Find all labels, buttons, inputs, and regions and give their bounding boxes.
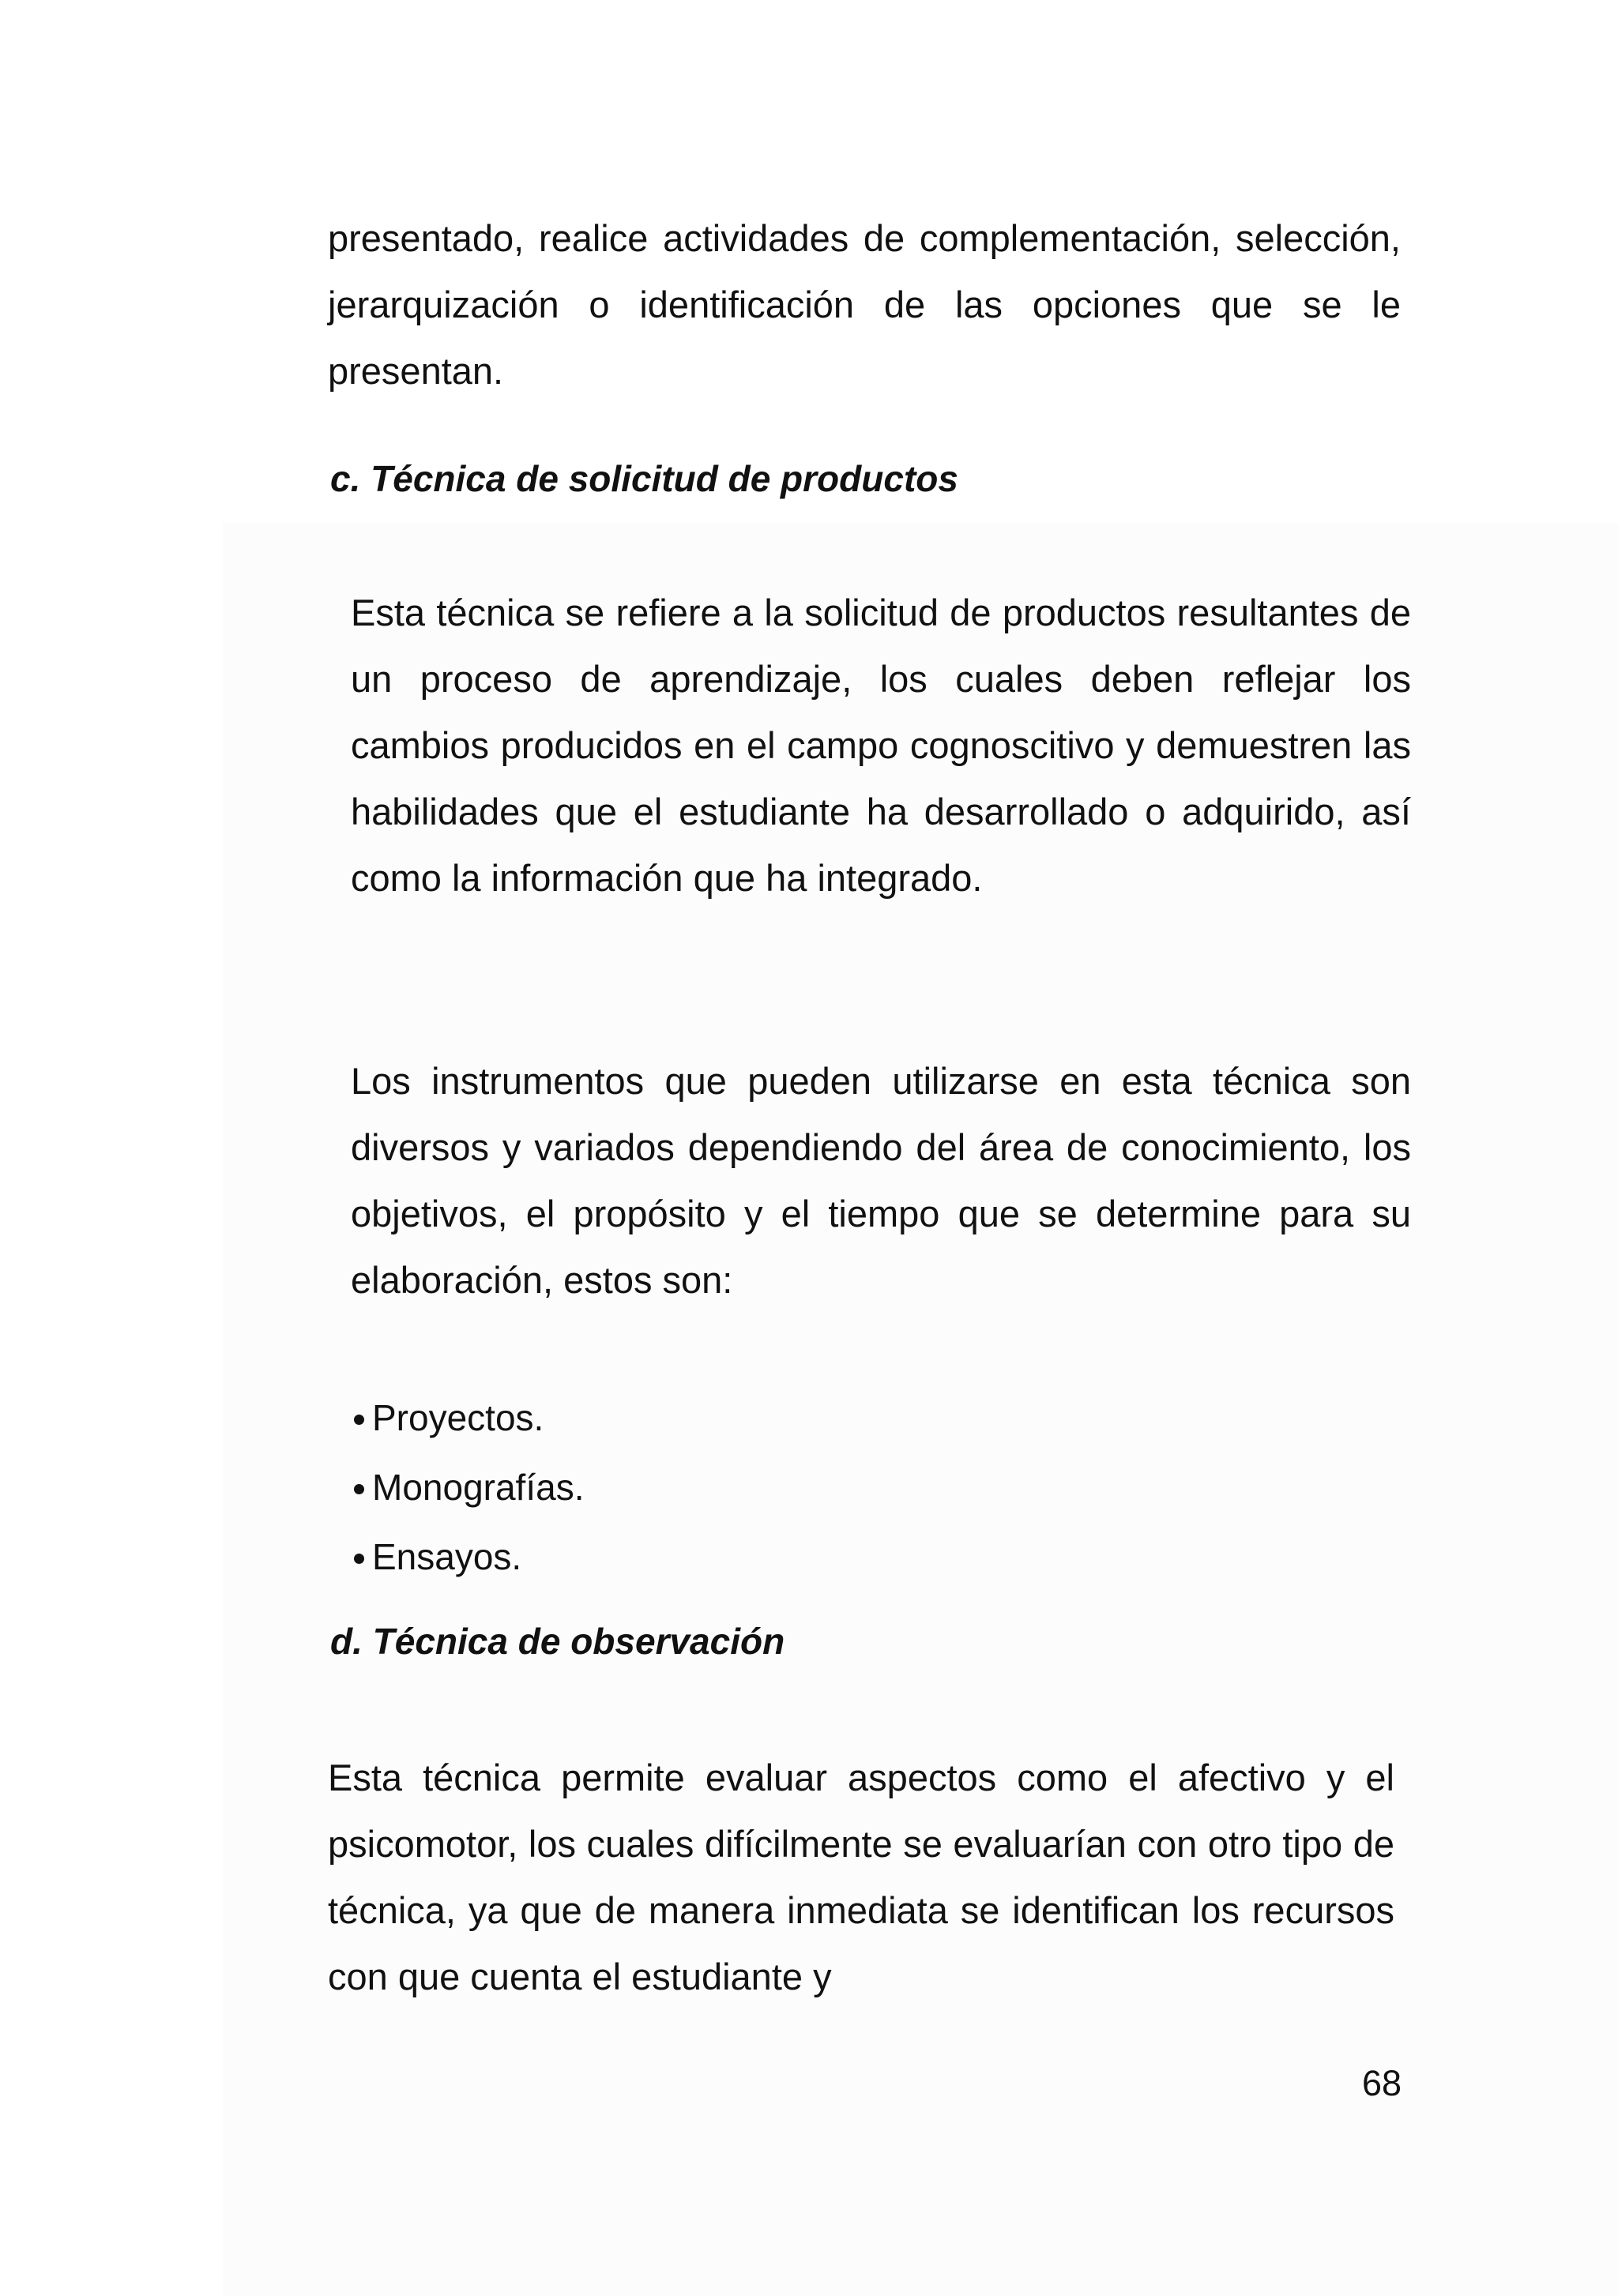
section-c-paragraph-2: Los instrumentos que pueden utilizarse en esta técnica son diversos y variados dependiendo del área de conocimiento, los objetivos, el propósito y el tiempo que se determine para su elaboración, estos son: (351, 1060, 1411, 1301)
page-number: 68 (1361, 2063, 1402, 2103)
section-d-heading: d. Técnica de observación (330, 1621, 785, 1662)
bullet-icon (354, 1415, 364, 1425)
list-item-label: Ensayos. (372, 1536, 522, 1577)
section-d-paragraph-1: Esta técnica permite evaluar aspectos como el afectivo y el psicomotor, los cuales difícilmente se evaluarían con otro tipo de técnica, ya que de manera inmediata se identifican los recursos con que cuenta el estudiante y (328, 1757, 1394, 1997)
section-c-paragraph-1: Esta técnica se refiere a la solicitud de productos resultantes de un proceso de aprendizaje, los cuales deben reflejar los cambios producidos en el campo cognoscitivo y demuestren las habilidades que el estudiante ha desarrollado o adquirido, así como la información que ha integrado. (351, 592, 1411, 899)
bullet-icon (354, 1554, 364, 1564)
section-c-heading: c. Técnica de solicitud de productos (330, 458, 958, 499)
list-item (354, 1452, 584, 1522)
list-item-label: Proyectos. (372, 1397, 544, 1438)
instrument-list (354, 1383, 584, 1591)
bullet-icon (354, 1484, 364, 1494)
list-item (354, 1383, 584, 1452)
list-item-label: Monografías. (372, 1467, 585, 1508)
list-item (354, 1522, 584, 1591)
intro-paragraph: presentado, realice actividades de complementación, selección, jerarquización o identificación de las opciones que se le presentan. (328, 217, 1401, 392)
